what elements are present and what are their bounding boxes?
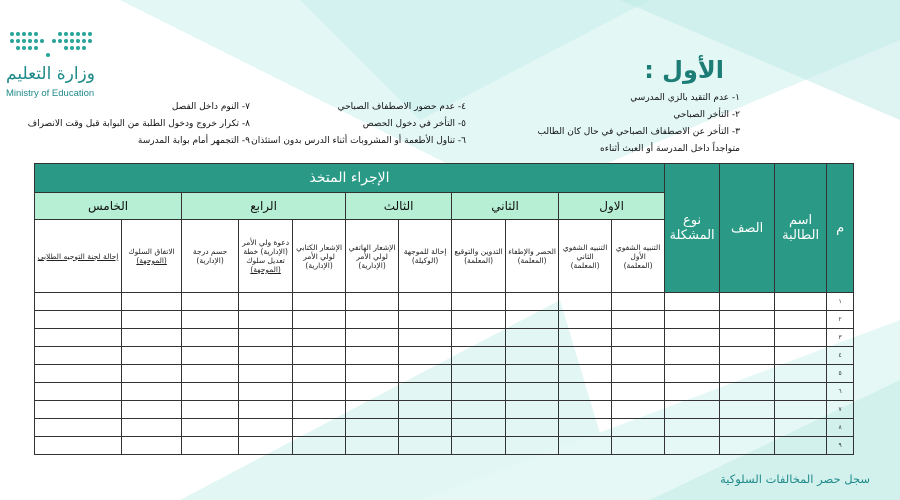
entry-cell[interactable] [452,365,506,383]
entry-cell[interactable] [239,293,293,311]
ministry-dots-icon [8,28,98,60]
entry-cell[interactable] [559,311,612,329]
entry-cell[interactable] [346,365,399,383]
entry-cell[interactable] [720,383,775,401]
entry-cell[interactable] [775,383,827,401]
entry-cell[interactable] [122,401,182,419]
entry-cell[interactable] [293,347,346,365]
entry-cell[interactable] [506,311,559,329]
entry-cell[interactable] [559,293,612,311]
entry-cell[interactable] [665,401,720,419]
entry-cell[interactable] [35,347,122,365]
entry-cell[interactable] [506,347,559,365]
row-number: ٨ [827,419,854,437]
detail-header: دعوة ولي الأمر (الإدارية) خطة تعديل سلوك (الموجهة) [239,220,293,293]
entry-cell[interactable] [239,401,293,419]
entry-cell[interactable] [35,293,122,311]
detail-header: التنبيه الشفوي الأول (المعلمة) [612,220,665,293]
entry-cell[interactable] [399,311,452,329]
entry-cell[interactable] [775,311,827,329]
entry-cell[interactable] [346,311,399,329]
entry-cell[interactable] [452,311,506,329]
entry-cell[interactable] [612,293,665,311]
rule-item: ٦- تناول الأطعمة أو المشروبات أثناء الدرس بدون استئذان [251,136,466,146]
rule-item: ١- عدم التقيد بالزي المدرسي [630,93,740,103]
entry-cell[interactable] [399,383,452,401]
entry-cell[interactable] [775,329,827,347]
entry-cell[interactable] [452,383,506,401]
entry-cell[interactable] [665,365,720,383]
entry-cell[interactable] [122,293,182,311]
entry-cell[interactable] [506,401,559,419]
entry-cell[interactable] [239,329,293,347]
entry-cell[interactable] [559,401,612,419]
level-header-fifth: الخامس [35,193,182,220]
detail-header: إحالة لجنة التوجيه الطلابي [35,220,122,293]
detail-header: الإشعار الكتابي لولي الأمر (الإدارية) [293,220,346,293]
entry-cell[interactable] [612,365,665,383]
detail-header: الاتفاق السلوك (الموجهة) [122,220,182,293]
entry-cell[interactable] [775,347,827,365]
entry-cell[interactable] [122,419,182,437]
entry-cell[interactable] [559,347,612,365]
entry-cell[interactable] [612,419,665,437]
logo-arabic-text: وزارة التعليم [6,64,95,84]
entry-cell[interactable] [122,365,182,383]
entry-cell[interactable] [720,401,775,419]
row-number: ٣ [827,329,854,347]
logo-english-text: Ministry of Education [6,88,95,99]
col-header-problem-type: نوع المشكلة [665,164,720,293]
row-number: ٧ [827,401,854,419]
entry-cell[interactable] [399,419,452,437]
detail-header: الحصر والإطفاء (المعلمة) [506,220,559,293]
entry-cell[interactable] [182,365,239,383]
entry-cell[interactable] [182,437,239,455]
entry-cell[interactable] [293,293,346,311]
entry-cell[interactable] [122,347,182,365]
detail-header: إحالة للموجهة (الوكيلة) [399,220,452,293]
entry-cell[interactable] [35,419,122,437]
entry-cell[interactable] [399,347,452,365]
entry-cell[interactable] [612,383,665,401]
table-row [35,419,854,437]
entry-cell[interactable] [239,347,293,365]
entry-cell[interactable] [399,293,452,311]
entry-cell[interactable] [182,419,239,437]
entry-cell[interactable] [35,329,122,347]
entry-cell[interactable] [612,329,665,347]
entry-cell[interactable] [182,401,239,419]
entry-cell[interactable] [720,419,775,437]
entry-cell[interactable] [239,383,293,401]
table-row [35,437,854,455]
entry-cell[interactable] [182,383,239,401]
rule-item: ٣- التأخر عن الاصطفاف الصباحي في حال كان الطالب [537,127,740,137]
entry-cell[interactable] [665,383,720,401]
entry-cell[interactable] [122,311,182,329]
entry-cell[interactable] [346,347,399,365]
level-header-first: الاول [559,193,665,220]
entry-cell[interactable] [35,383,122,401]
entry-cell[interactable] [293,365,346,383]
entry-cell[interactable] [293,401,346,419]
entry-cell[interactable] [293,437,346,455]
row-number: ٩ [827,437,854,455]
entry-cell[interactable] [452,329,506,347]
page-heading: الأول : [644,56,724,84]
entry-cell[interactable] [720,329,775,347]
level-header-fourth: الرابع [182,193,346,220]
entry-cell[interactable] [399,365,452,383]
row-number: ٤ [827,347,854,365]
entry-cell[interactable] [122,437,182,455]
col-header-number: م [827,164,854,293]
level-header-third: الثالث [346,193,452,220]
entry-cell[interactable] [346,419,399,437]
rules-column-3 [28,99,250,150]
rules-column-1 [537,90,740,158]
detail-header: حسم درجة (الإدارية) [182,220,239,293]
table-row [35,383,854,401]
entry-cell[interactable] [293,383,346,401]
entry-cell[interactable] [506,293,559,311]
entry-cell[interactable] [506,329,559,347]
level-header-second: الثاني [452,193,559,220]
entry-cell[interactable] [346,329,399,347]
rule-item: متواجداً داخل المدرسة أو العبث أثناءه [600,144,740,154]
entry-cell[interactable] [720,347,775,365]
entry-cell[interactable] [612,437,665,455]
table-row [35,329,854,347]
col-header-class: الصف [720,164,775,293]
table-row [35,293,854,311]
entry-cell[interactable] [775,419,827,437]
entry-cell[interactable] [452,347,506,365]
detail-header: التنبيه الشفوي الثاني (المعلمة) [559,220,612,293]
rule-item: ٢- التأخر الصباحي [673,110,740,120]
entry-cell[interactable] [452,419,506,437]
entry-cell[interactable] [720,311,775,329]
entry-cell[interactable] [182,311,239,329]
entry-cell[interactable] [665,311,720,329]
entry-cell[interactable] [775,401,827,419]
entry-cell[interactable] [122,329,182,347]
entry-cell[interactable] [720,365,775,383]
rule-item: ٩- التجمهر أمام بوابة المدرسة [137,136,250,146]
rule-item: ٧- النوم داخل الفصل [171,102,250,112]
entry-cell[interactable] [506,365,559,383]
violations-table [34,163,854,455]
row-number: ٥ [827,365,854,383]
entry-cell[interactable] [346,437,399,455]
table-row [35,311,854,329]
detail-header: التدوين والتوقيع (المعلمة) [452,220,506,293]
entry-cell[interactable] [775,365,827,383]
entry-cell[interactable] [35,401,122,419]
rules-column-2 [251,99,466,150]
entry-cell[interactable] [239,365,293,383]
entry-cell[interactable] [399,401,452,419]
entry-cell[interactable] [612,311,665,329]
entry-cell[interactable] [506,419,559,437]
detail-header: الإشعار الهاتفي لولي الأمر (الإدارية) [346,220,399,293]
entry-cell[interactable] [612,401,665,419]
entry-cell[interactable] [35,311,122,329]
entry-cell[interactable] [182,347,239,365]
rule-item: ٥- التأخر في دخول الحصص [362,119,466,129]
entry-cell[interactable] [559,437,612,455]
entry-cell[interactable] [720,437,775,455]
entry-cell[interactable] [239,419,293,437]
ministry-logo [2,28,102,103]
entry-cell[interactable] [346,293,399,311]
entry-cell[interactable] [122,383,182,401]
rule-item: ٨- تكرار خروج ودخول الطلبة من البوابة قبل وقت الانصراف [27,119,250,129]
entry-cell[interactable] [559,383,612,401]
entry-cell[interactable] [665,293,720,311]
entry-cell[interactable] [182,293,239,311]
entry-cell[interactable] [665,437,720,455]
entry-cell[interactable] [452,293,506,311]
row-number: ٢ [827,311,854,329]
entry-cell[interactable] [720,293,775,311]
entry-cell[interactable] [35,365,122,383]
table-row [35,401,854,419]
col-header-student-name: اسم الطالبة [775,164,827,293]
col-header-action-taken: الإجراء المتخذ [35,164,665,193]
entry-cell[interactable] [506,437,559,455]
entry-cell[interactable] [506,383,559,401]
entry-cell[interactable] [612,347,665,365]
footer-title: سجل حصر المخالفات السلوكية [720,472,870,486]
entry-cell[interactable] [293,329,346,347]
entry-cell[interactable] [665,419,720,437]
row-number: ٦ [827,383,854,401]
entry-cell[interactable] [452,401,506,419]
entry-cell[interactable] [239,311,293,329]
table-row [35,365,854,383]
entry-cell[interactable] [775,437,827,455]
entry-cell[interactable] [293,311,346,329]
entry-cell[interactable] [559,419,612,437]
entry-cell[interactable] [182,329,239,347]
entry-cell[interactable] [665,347,720,365]
rule-item: ٤- عدم حضور الاصطفاف الصباحي [337,102,466,112]
entry-cell[interactable] [452,437,506,455]
entry-cell[interactable] [399,437,452,455]
table-row [35,347,854,365]
entry-cell[interactable] [346,383,399,401]
entry-cell[interactable] [346,401,399,419]
row-number: ١ [827,293,854,311]
entry-cell[interactable] [293,419,346,437]
entry-cell[interactable] [559,365,612,383]
entry-cell[interactable] [239,437,293,455]
entry-cell[interactable] [35,437,122,455]
entry-cell[interactable] [775,293,827,311]
entry-cell[interactable] [559,329,612,347]
entry-cell[interactable] [399,329,452,347]
entry-cell[interactable] [665,329,720,347]
